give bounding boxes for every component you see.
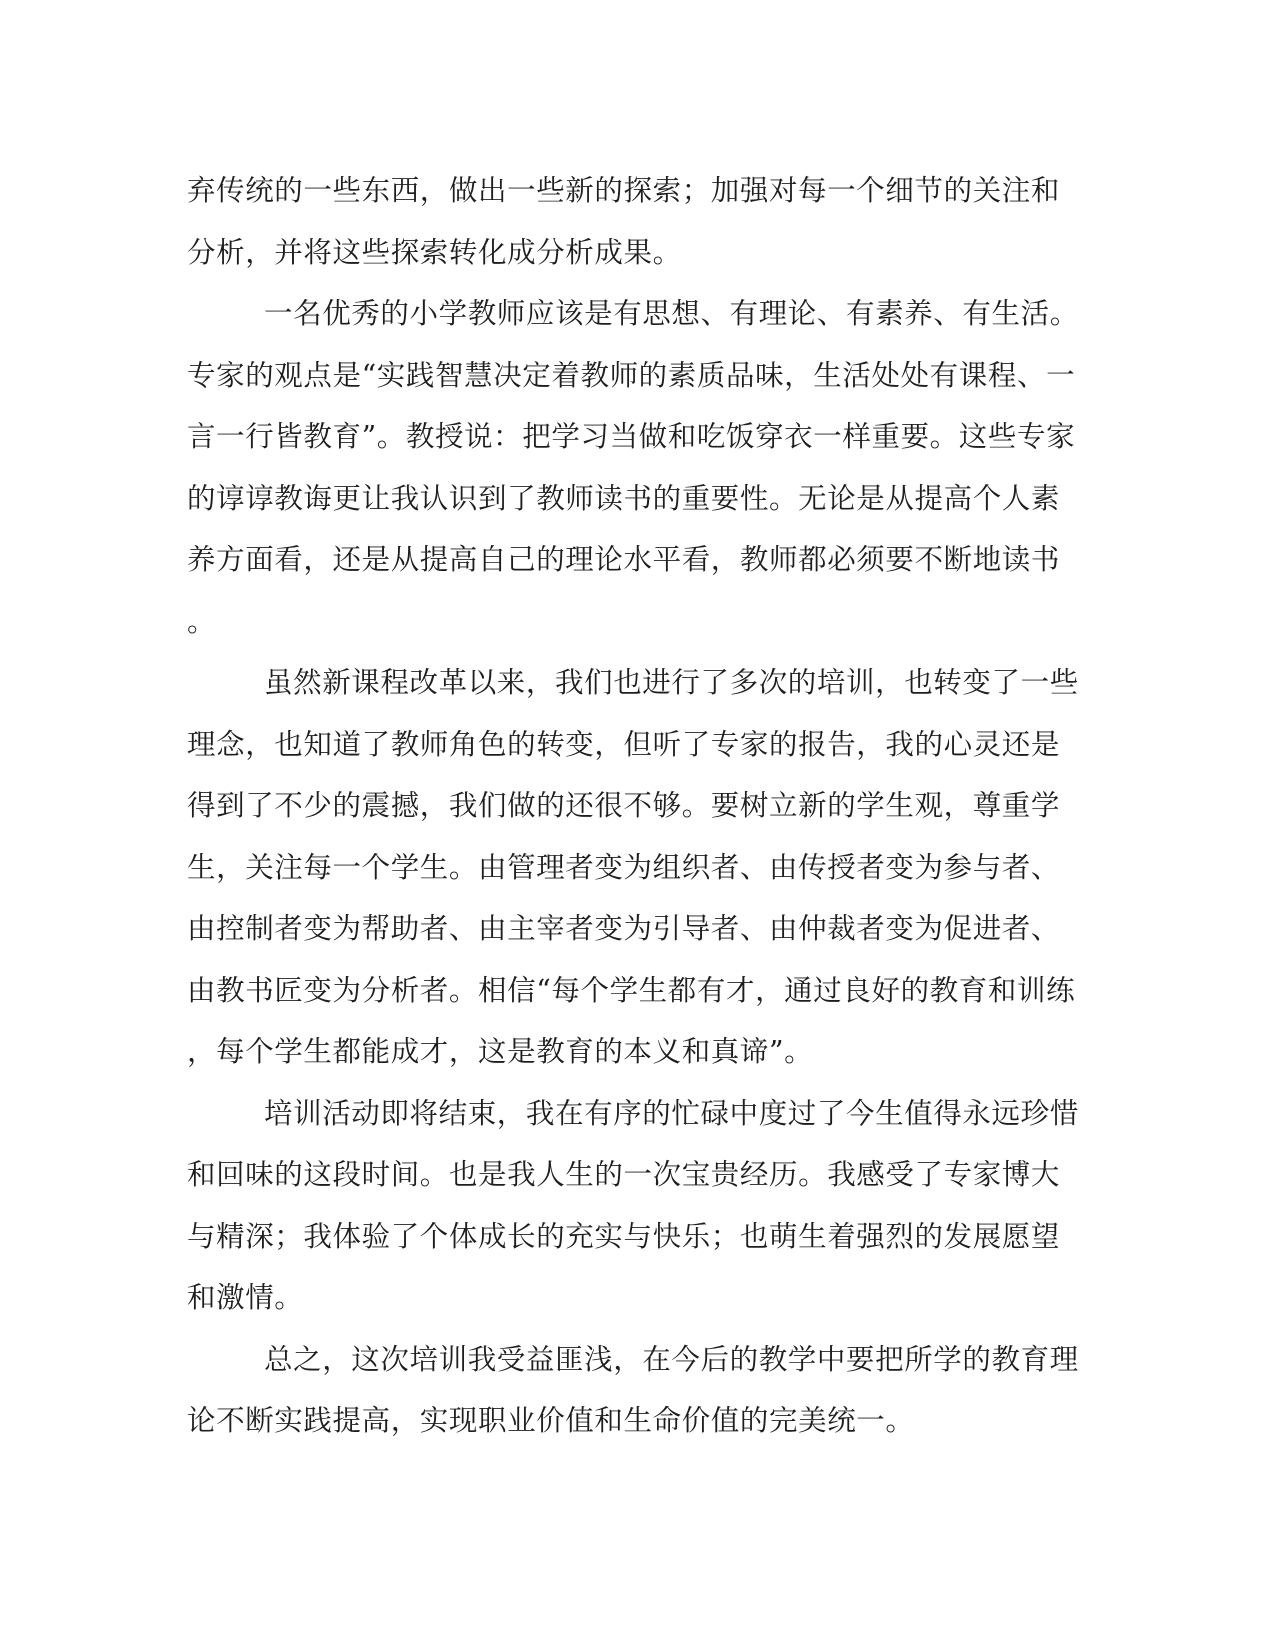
text-line: 理念，也知道了教师角色的转变，但听了专家的报告，我的心灵还是	[187, 727, 1061, 761]
text-line: 和激情。	[187, 1281, 304, 1314]
document-body	[187, 160, 1079, 1452]
paragraph-start-line: 培训活动即将结束，我在有序的忙碌中度过了今生值得永远珍惜	[264, 1096, 1079, 1130]
text-line: 言一行皆教育”。教授说：把学习当做和吃饭穿衣一样重要。这些专家	[187, 420, 1076, 453]
text-line: 专家的观点是“实践智慧决定着教师的素质品味，生活处处有课程、一	[187, 358, 1076, 392]
text-line: 分析，并将这些探索转化成分析成果。	[187, 235, 682, 269]
paragraph-start-line: 虽然新课程改革以来，我们也进行了多次的培训，也转变了一些	[264, 666, 1079, 699]
text-line: 。	[187, 604, 217, 638]
text-line: 由控制者变为帮助者、由主宰者变为引导者、由仲裁者变为促进者、	[187, 912, 1061, 945]
text-line: 弃传统的一些东西，做出一些新的探索；加强对每一个细节的关注和	[187, 174, 1061, 207]
text-line: 和回味的这段时间。也是我人生的一次宝贵经历。我感受了专家博大	[187, 1158, 1061, 1191]
paragraph-start-line: 一名优秀的小学教师应该是有思想、有理论、有素养、有生活。	[264, 297, 1079, 330]
text-line: 得到了不少的震撼，我们做的还很不够。要树立新的学生观，尊重学	[187, 789, 1061, 822]
text-line: 养方面看，还是从提高自己的理论水平看，教师都必须要不断地读书	[187, 543, 1061, 576]
text-line: 论不断实践提高，实现职业价值和生命价值的完美统一。	[187, 1404, 915, 1437]
paragraph-start-line: 总之，这次培训我受益匪浅，在今后的教学中要把所学的教育理	[264, 1342, 1079, 1376]
text-line: 的谆谆教诲更让我认识到了教师读书的重要性。无论是从提高个人素	[187, 481, 1061, 515]
text-line: ，每个学生都能成才，这是教育的本义和真谛”。	[187, 1035, 814, 1068]
text-line: 由教书匠变为分析者。相信“每个学生都有才，通过良好的教育和训练	[187, 973, 1076, 1007]
text-line: 生，关注每一个学生。由管理者变为组织者、由传授者变为参与者、	[187, 850, 1061, 884]
text-line: 与精深；我体验了个体成长的充实与快乐；也萌生着强烈的发展愿望	[187, 1219, 1061, 1253]
